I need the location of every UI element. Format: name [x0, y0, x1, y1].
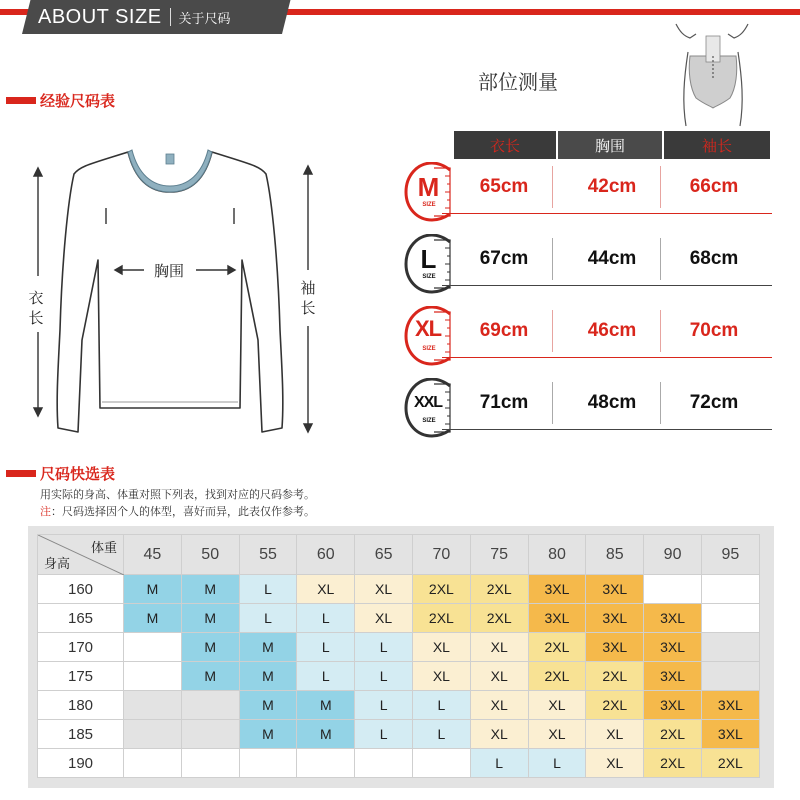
measurement-header — [454, 131, 770, 159]
size-cell: XL — [470, 633, 528, 662]
size-cell: XL — [412, 662, 470, 691]
weight-header-cell: 60 — [297, 535, 355, 575]
table-row — [38, 633, 760, 662]
size-cell — [297, 749, 355, 778]
size-cell — [124, 633, 182, 662]
measurement-value: 71cm — [479, 392, 529, 413]
size-cell: L — [355, 633, 413, 662]
measurement-value: 46cm — [587, 320, 637, 341]
size-cell: M — [181, 662, 239, 691]
size-cell — [701, 575, 759, 604]
measurement-row — [402, 234, 772, 294]
size-cell: 3XL — [644, 662, 702, 691]
corner-weight-label: 体重 — [90, 541, 117, 556]
measurement-value: 67cm — [479, 248, 529, 269]
size-cell: XL — [412, 633, 470, 662]
size-cell: 2XL — [412, 604, 470, 633]
size-cell: M — [124, 604, 182, 633]
header-title-en: ABOUT SIZE — [38, 5, 162, 28]
note-prefix: 注 — [40, 505, 51, 518]
header-title — [38, 4, 231, 30]
size-cell: 3XL — [528, 604, 586, 633]
size-cell: L — [355, 691, 413, 720]
size-cell: 2XL — [412, 575, 470, 604]
size-letter: XXL — [413, 394, 443, 411]
measurement-row — [402, 378, 772, 438]
size-cell: 2XL — [470, 604, 528, 633]
measurement-value: 65cm — [479, 176, 529, 197]
size-cell — [181, 720, 239, 749]
size-caption: SIZE — [422, 274, 436, 280]
size-cell: L — [239, 575, 297, 604]
measurement-value: 48cm — [587, 392, 637, 413]
size-cell: M — [297, 691, 355, 720]
table-row — [38, 604, 760, 633]
size-cell: M — [181, 575, 239, 604]
size-cell — [181, 691, 239, 720]
size-cell: 3XL — [701, 691, 759, 720]
size-letter: L — [420, 244, 436, 274]
measurement-title: 部位测量 — [478, 70, 558, 94]
weight-header-cell: 65 — [355, 535, 413, 575]
height-cell: 190 — [38, 749, 124, 778]
size-cell — [124, 662, 182, 691]
size-cell: 3XL — [586, 575, 644, 604]
quick-size-table — [28, 526, 774, 788]
measurement-value: 68cm — [689, 248, 739, 269]
chest-label: 胸围 — [154, 262, 185, 280]
height-cell: 175 — [38, 662, 124, 691]
size-grid — [37, 534, 760, 778]
note-text: ：尺码选择因个人的体型，喜好而异，此表仅作参考。 — [51, 505, 315, 518]
table-row — [38, 720, 760, 749]
measurement-row — [402, 306, 772, 366]
size-cell: M — [181, 604, 239, 633]
size-cell: XL — [586, 720, 644, 749]
size-cell: M — [239, 662, 297, 691]
size-cell: M — [124, 575, 182, 604]
size-cell: 2XL — [528, 633, 586, 662]
size-cell: M — [297, 720, 355, 749]
height-cell: 185 — [38, 720, 124, 749]
size-caption: SIZE — [422, 346, 436, 352]
size-cell: 2XL — [586, 662, 644, 691]
weight-header-cell: 50 — [181, 535, 239, 575]
weight-header-cell: 75 — [470, 535, 528, 575]
length-label: 衣长 — [28, 289, 44, 327]
weight-header-cell: 70 — [412, 535, 470, 575]
size-cell: L — [470, 749, 528, 778]
size-cell: M — [181, 633, 239, 662]
size-cell: L — [239, 604, 297, 633]
table-row — [38, 749, 760, 778]
size-cell: 3XL — [644, 604, 702, 633]
note-disclaimer — [40, 503, 315, 519]
size-cell: L — [412, 720, 470, 749]
size-cell — [124, 749, 182, 778]
measurement-value: 66cm — [689, 176, 739, 197]
header-title-cn: 关于尺码 — [178, 11, 231, 27]
size-cell — [701, 662, 759, 691]
size-cell — [124, 691, 182, 720]
measurement-value: 72cm — [689, 392, 739, 413]
size-letter: M — [417, 172, 439, 202]
size-cell: M — [239, 720, 297, 749]
size-cell: 3XL — [586, 604, 644, 633]
table-row — [38, 575, 760, 604]
header-chest: 胸围 — [558, 131, 664, 159]
size-cell: 2XL — [644, 720, 702, 749]
size-cell: 2XL — [701, 749, 759, 778]
size-cell: 3XL — [644, 633, 702, 662]
size-cell: 3XL — [586, 633, 644, 662]
size-cell: L — [412, 691, 470, 720]
weight-header-cell: 80 — [528, 535, 586, 575]
row-underline — [442, 429, 772, 430]
size-cell: 2XL — [644, 749, 702, 778]
size-caption: SIZE — [422, 418, 436, 424]
section-title-text: 尺码快选表 — [40, 465, 116, 483]
section-title-text: 经验尺码表 — [40, 92, 116, 110]
size-cell: L — [355, 662, 413, 691]
size-cell: 3XL — [644, 691, 702, 720]
shirt-diagram-icon — [20, 140, 330, 450]
row-underline — [442, 357, 772, 358]
measurement-value: 70cm — [689, 320, 739, 341]
size-cell: L — [355, 720, 413, 749]
size-cell: XL — [470, 720, 528, 749]
size-cell — [701, 633, 759, 662]
row-underline — [442, 285, 772, 286]
corner-height-label: 身高 — [44, 557, 71, 572]
row-underline — [442, 213, 772, 214]
size-cell: XL — [528, 720, 586, 749]
section-bar — [6, 97, 36, 104]
table-corner — [38, 535, 124, 575]
weight-header-cell: 90 — [644, 535, 702, 575]
size-cell: M — [239, 633, 297, 662]
size-cell — [644, 575, 702, 604]
size-cell — [355, 749, 413, 778]
size-cell: XL — [470, 691, 528, 720]
size-cell: 2XL — [470, 575, 528, 604]
size-cell: 2XL — [528, 662, 586, 691]
measurement-value: 42cm — [587, 176, 637, 197]
measuring-figure-icon — [662, 18, 762, 128]
size-cell: XL — [355, 604, 413, 633]
sleeve-label: 袖长 — [300, 279, 316, 317]
section-title-quick-select — [6, 463, 115, 484]
weight-header-cell: 85 — [586, 535, 644, 575]
size-cell — [412, 749, 470, 778]
section-title-size-chart — [6, 90, 115, 111]
height-cell: 165 — [38, 604, 124, 633]
size-cell: M — [239, 691, 297, 720]
measurement-value: 44cm — [587, 248, 637, 269]
measurement-row — [402, 162, 772, 222]
size-cell: 3XL — [701, 720, 759, 749]
size-cell: XL — [528, 691, 586, 720]
note-usage: 用实际的身高、体重对照下列表，找到对应的尺码参考。 — [40, 488, 315, 501]
weight-header-row — [38, 535, 760, 575]
size-letter: XL — [414, 316, 442, 341]
size-cell — [701, 604, 759, 633]
header-length: 衣长 — [454, 131, 558, 159]
size-cell — [124, 720, 182, 749]
height-cell: 180 — [38, 691, 124, 720]
size-cell: 3XL — [528, 575, 586, 604]
size-cell: L — [297, 662, 355, 691]
measurement-value: 69cm — [479, 320, 529, 341]
size-caption: SIZE — [422, 202, 436, 208]
size-cell: XL — [297, 575, 355, 604]
height-cell: 160 — [38, 575, 124, 604]
size-cell: XL — [586, 749, 644, 778]
size-cell: L — [297, 604, 355, 633]
size-cell: XL — [470, 662, 528, 691]
size-cell: XL — [355, 575, 413, 604]
height-cell: 170 — [38, 633, 124, 662]
size-cell: 2XL — [586, 691, 644, 720]
table-row — [38, 691, 760, 720]
size-cell — [239, 749, 297, 778]
table-row — [38, 662, 760, 691]
section-bar — [6, 470, 36, 477]
size-cell: L — [297, 633, 355, 662]
size-cell: L — [528, 749, 586, 778]
header-sleeve: 袖长 — [701, 136, 732, 155]
size-cell — [181, 749, 239, 778]
weight-header-cell: 95 — [701, 535, 759, 575]
weight-header-cell: 45 — [124, 535, 182, 575]
header-separator — [170, 8, 171, 26]
weight-header-cell: 55 — [239, 535, 297, 575]
